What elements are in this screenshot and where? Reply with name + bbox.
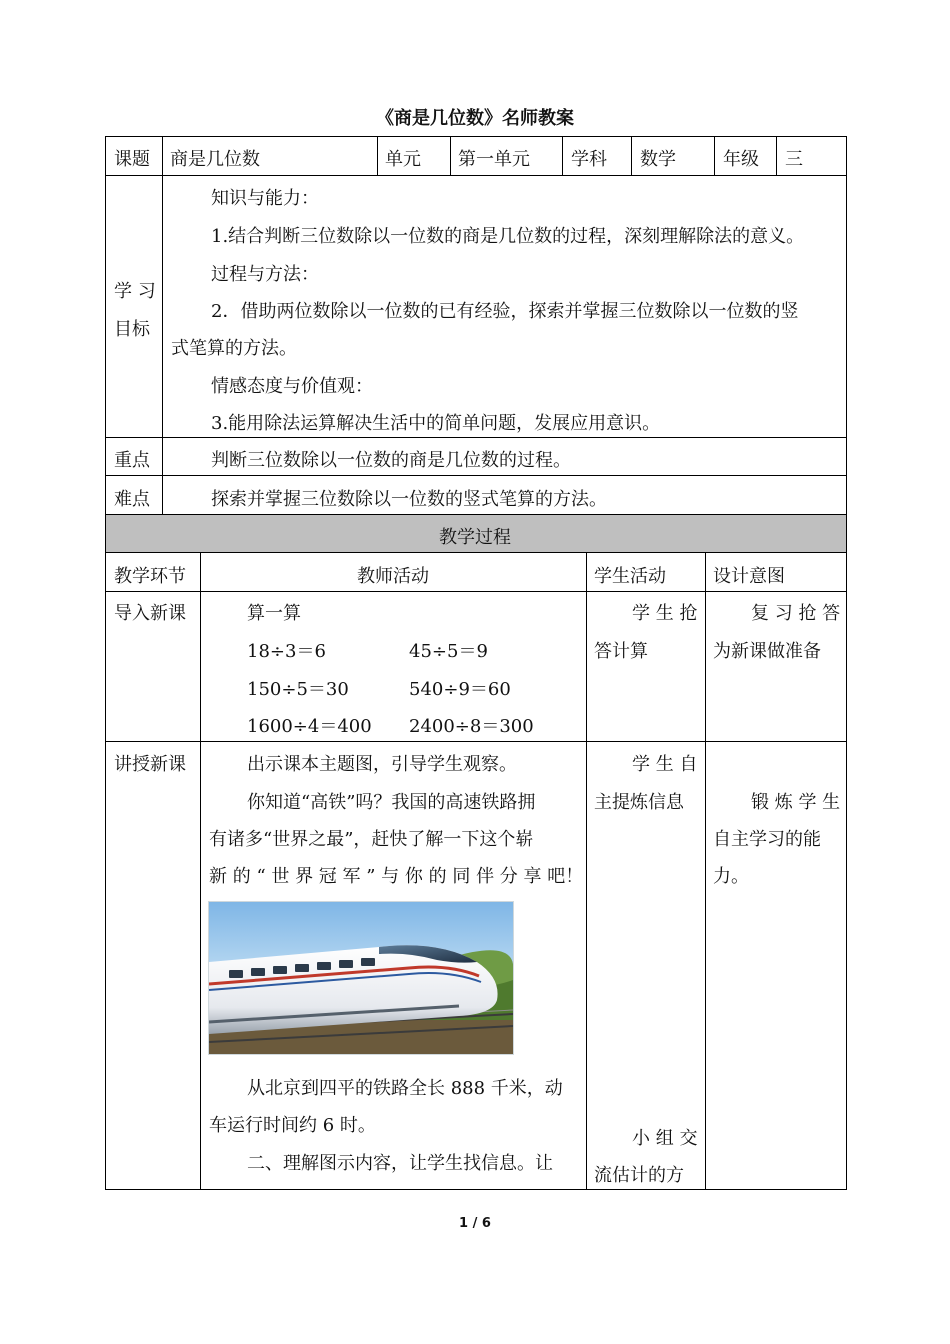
- difficulty-label: 难点: [114, 489, 150, 510]
- lesson-design-intent: 锻 炼 学 生: [751, 792, 841, 813]
- intro-student-activity: 学 生 抢: [632, 603, 698, 624]
- intro-design-intent: 复 习 抢 答: [751, 603, 841, 624]
- row-divider: [105, 475, 847, 476]
- row-divider: [105, 552, 847, 553]
- goal-line: 式笔算的方法。: [171, 338, 297, 359]
- intro-stage: 导入新课: [114, 603, 186, 624]
- topic-value: 商是几位数: [170, 149, 260, 170]
- equation: 540÷9＝60: [409, 679, 511, 700]
- column-header-stage: 教学环节: [114, 566, 186, 587]
- goal-line: 知识与能力：: [211, 188, 319, 209]
- equation: 2400÷8＝300: [409, 716, 534, 737]
- table-border-bottom: [105, 1189, 847, 1190]
- teacher-text: 有诸多“世界之最”，赶快了解一下这个崭: [209, 829, 534, 850]
- row-divider: [105, 741, 847, 742]
- row-divider: [105, 175, 847, 176]
- goal-line: 2．借助两位数除以一位数的已有经验，探索并掌握三位数除以一位数的竖: [211, 301, 799, 322]
- lesson-student-activity: 小 组 交: [632, 1128, 698, 1149]
- equation: 45÷5＝9: [409, 641, 488, 662]
- column-header-student: 学生活动: [594, 566, 666, 587]
- goals-label-line2: 目标: [114, 319, 150, 340]
- column-divider: [631, 136, 632, 175]
- column-divider: [776, 136, 777, 175]
- column-header-intent: 设计意图: [713, 566, 785, 587]
- row-divider: [105, 514, 847, 515]
- row-divider: [105, 591, 847, 592]
- column-divider: [450, 136, 451, 175]
- intro-design-intent: 为新课做准备: [713, 641, 821, 662]
- teacher-text: 新 的 “ 世 界 冠 军 ” 与 你 的 同 伴 分 享 吧！: [209, 866, 584, 887]
- equation: 1600÷4＝400: [247, 716, 372, 737]
- teacher-text: 出示课本主题图，引导学生观察。: [247, 754, 517, 775]
- table-border-left: [105, 136, 106, 1190]
- unit-label: 单元: [385, 149, 421, 170]
- topic-label: 课题: [114, 149, 150, 170]
- key-point-value: 判断三位数除以一位数的商是几位数的过程。: [211, 450, 571, 471]
- equation: 18÷3＝6: [247, 641, 326, 662]
- lesson-stage: 讲授新课: [114, 754, 186, 775]
- subject-label: 学科: [571, 149, 607, 170]
- key-point-label: 重点: [114, 450, 150, 471]
- document-title: 《商是几位数》名师教案: [376, 108, 574, 129]
- equation: 150÷5＝30: [247, 679, 349, 700]
- table-border-right: [846, 136, 847, 1190]
- column-divider: [200, 552, 201, 1190]
- lesson-student-activity: 学 生 自: [632, 754, 698, 775]
- goals-label-line1: 学 习: [114, 281, 156, 302]
- teacher-text: 二、理解图示内容，让学生找信息。让: [247, 1153, 553, 1174]
- grade-label: 年级: [723, 149, 759, 170]
- lesson-design-intent: 力。: [713, 866, 749, 887]
- table-border-top: [105, 136, 847, 137]
- difficulty-value: 探索并掌握三位数除以一位数的竖式笔算的方法。: [211, 489, 607, 510]
- intro-student-activity: 答计算: [594, 641, 648, 662]
- process-title: 教学过程: [439, 527, 511, 548]
- grade-value: 三: [785, 149, 803, 170]
- goal-line: 过程与方法：: [211, 264, 319, 285]
- page-number: 1 / 6: [459, 1216, 491, 1231]
- lesson-design-intent: 自主学习的能: [713, 829, 821, 850]
- teacher-text: 从北京到四平的铁路全长 888 千米，动: [247, 1078, 563, 1099]
- teacher-text: 你知道“高铁”吗？我国的高速铁路拥: [247, 792, 536, 813]
- column-divider: [714, 136, 715, 175]
- goal-line: 情感态度与价值观：: [211, 376, 373, 397]
- column-divider: [705, 552, 706, 1190]
- column-divider: [377, 136, 378, 175]
- subject-value: 数学: [640, 149, 676, 170]
- column-divider: [162, 136, 163, 514]
- lesson-student-activity: 流估计的方: [594, 1165, 684, 1186]
- unit-value: 第一单元: [458, 149, 530, 170]
- intro-heading: 算一算: [247, 603, 301, 624]
- row-divider: [105, 437, 847, 438]
- lesson-student-activity: 主提炼信息: [594, 792, 684, 813]
- column-divider: [562, 136, 563, 175]
- goal-line: 1.结合判断三位数除以一位数的商是几位数的过程，深刻理解除法的意义。: [211, 226, 805, 247]
- column-header-teacher: 教师活动: [357, 566, 429, 587]
- high-speed-train-image: [208, 901, 514, 1055]
- column-divider: [586, 552, 587, 1190]
- goal-line: 3.能用除法运算解决生活中的简单问题，发展应用意识。: [211, 413, 661, 434]
- teacher-text: 车运行时间约 6 时。: [209, 1115, 376, 1136]
